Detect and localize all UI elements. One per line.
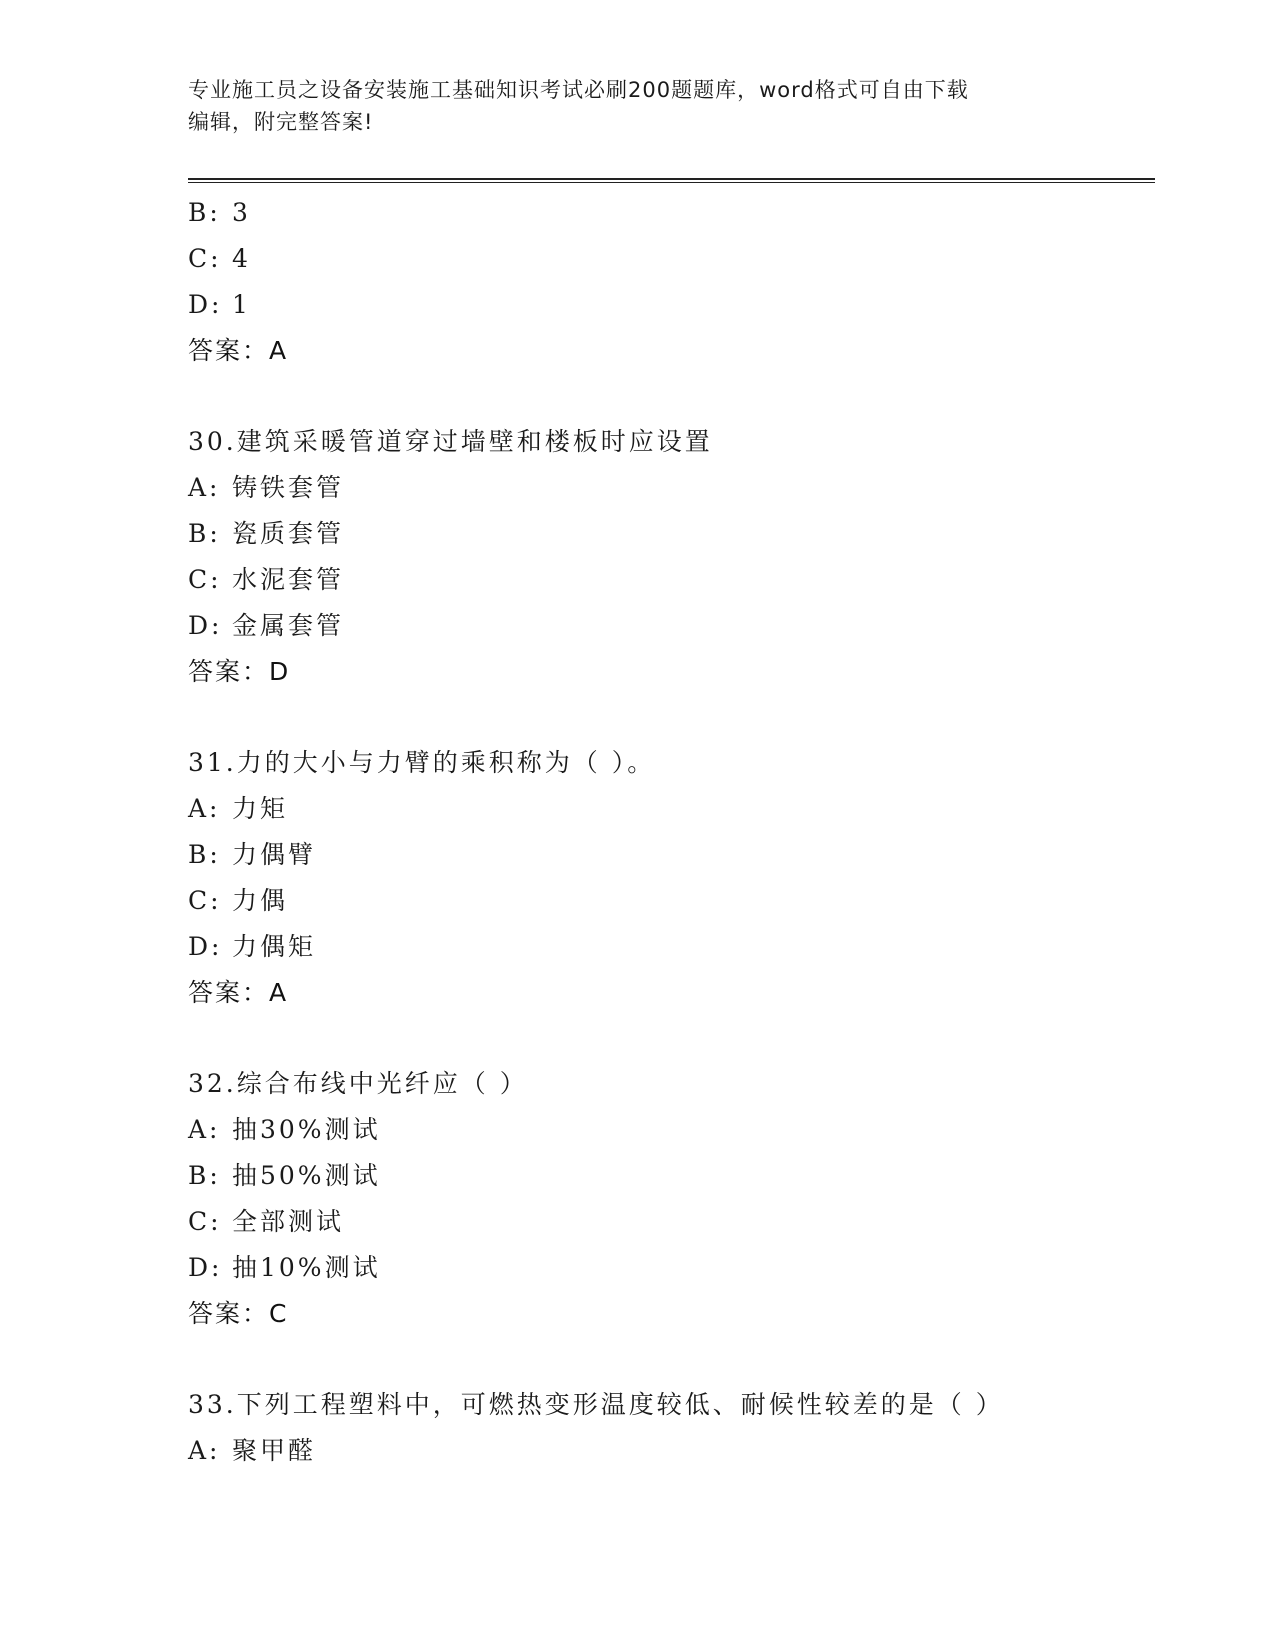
header-line-2: 编辑，附完整答案! (188, 110, 374, 134)
answer-line: 答案：A (188, 336, 289, 365)
option-c: C: 全部测试 (188, 1207, 345, 1236)
document-body (188, 190, 1155, 1474)
option-a: A: 抽30%测试 (188, 1115, 381, 1144)
option-b: B: 瓷质套管 (188, 519, 345, 548)
answer-line: 答案：D (188, 657, 291, 686)
question-29-fragment (188, 190, 1155, 374)
question-32 (188, 1061, 1155, 1337)
answer-line: 答案：A (188, 978, 289, 1007)
option-c: C: 力偶 (188, 886, 289, 915)
question-stem: 30.建筑采暖管道穿过墙壁和楼板时应设置 (188, 427, 713, 456)
option-d: D: 抽10%测试 (188, 1253, 381, 1282)
question-stem: 32.综合布线中光纤应（ ） (188, 1069, 528, 1098)
option-a: A: 聚甲醛 (188, 1436, 317, 1465)
option-c: C: 水泥套管 (188, 565, 345, 594)
option-d: D: 1 (188, 290, 251, 319)
header-line-1: 专业施工员之设备安装施工基础知识考试必刷200题题库，word格式可自由下载 (188, 78, 969, 102)
option-c: C: 4 (188, 244, 251, 273)
option-d: D: 金属套管 (188, 611, 345, 640)
question-31 (188, 740, 1155, 1016)
header-divider (188, 178, 1155, 183)
option-d: D: 力偶矩 (188, 932, 317, 961)
option-a: A: 铸铁套管 (188, 473, 345, 502)
option-b: B: 抽50%测试 (188, 1161, 381, 1190)
page-header (188, 74, 1088, 138)
option-b: B: 力偶臂 (188, 840, 317, 869)
question-stem: 33.下列工程塑料中，可燃热变形温度较低、耐候性较差的是（ ） (188, 1390, 1004, 1419)
question-stem: 31.力的大小与力臂的乘积称为（ ）。 (188, 748, 656, 777)
question-30 (188, 419, 1155, 695)
option-b: B: 3 (188, 198, 251, 227)
option-a: A: 力矩 (188, 794, 289, 823)
answer-line: 答案：C (188, 1299, 289, 1328)
question-33 (188, 1382, 1155, 1474)
